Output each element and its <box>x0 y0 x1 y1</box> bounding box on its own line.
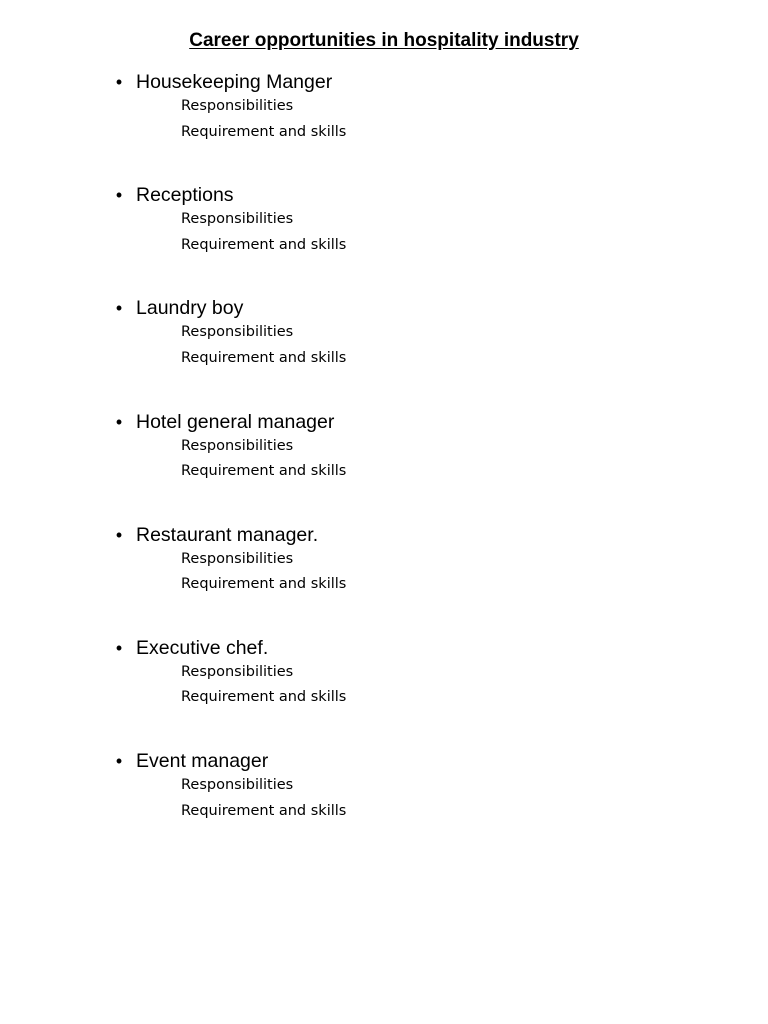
career-title: Executive chef. <box>136 636 269 659</box>
requirements-label: Requirement and skills <box>181 236 347 253</box>
career-item-restaurant-manager <box>0 522 768 635</box>
bullet-icon: • <box>115 411 123 432</box>
responsibilities-label: Responsibilities <box>181 550 294 567</box>
document-title: Career opportunities in hospitality industry <box>189 30 579 51</box>
requirements-label: Requirement and skills <box>181 463 347 480</box>
requirements-label: Requirement and skills <box>181 349 347 366</box>
career-item-receptions <box>0 182 768 295</box>
career-item-event-manager <box>0 748 768 861</box>
career-title: Housekeeping Manger <box>136 71 333 93</box>
responsibilities-label: Responsibilities <box>181 211 294 228</box>
requirements-label: Requirement and skills <box>181 689 347 706</box>
career-list <box>0 69 768 861</box>
career-title: Receptions <box>136 184 234 207</box>
bullet-icon: • <box>115 524 123 545</box>
bullet-icon: • <box>115 185 123 206</box>
requirements-label: Requirement and skills <box>181 123 347 140</box>
bullet-icon: • <box>115 637 123 658</box>
bullet-icon: • <box>115 298 123 319</box>
career-title: Event manager <box>136 750 269 773</box>
requirements-label: Requirement and skills <box>181 576 347 593</box>
career-title: Restaurant manager. <box>136 523 319 546</box>
responsibilities-label: Responsibilities <box>181 437 294 454</box>
bullet-icon: • <box>115 751 123 772</box>
responsibilities-label: Responsibilities <box>181 777 294 794</box>
career-item-housekeeping-manager <box>0 69 768 182</box>
career-title: Laundry boy <box>136 297 244 320</box>
career-title: Hotel general manager <box>136 410 335 433</box>
responsibilities-label: Responsibilities <box>181 98 294 114</box>
career-item-executive-chef <box>0 635 768 748</box>
responsibilities-label: Responsibilities <box>181 663 294 680</box>
requirements-label: Requirement and skills <box>181 802 347 819</box>
career-item-laundry-boy <box>0 295 768 408</box>
career-item-hotel-general-manager <box>0 409 768 522</box>
bullet-icon: • <box>115 72 123 92</box>
responsibilities-label: Responsibilities <box>181 324 294 341</box>
